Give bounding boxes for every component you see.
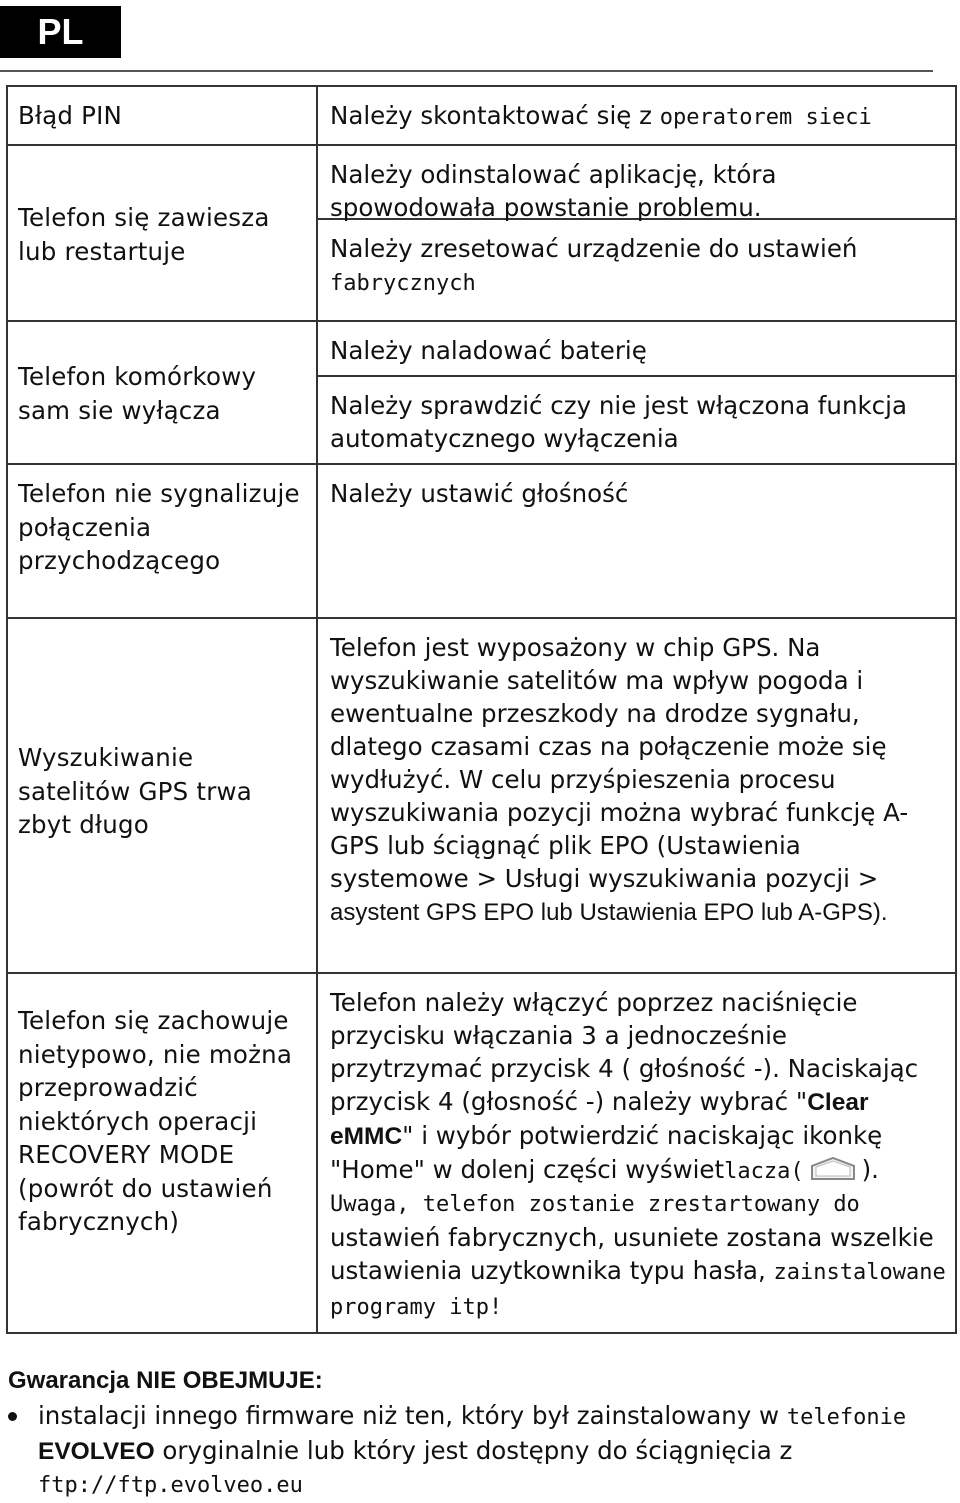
- table-row: [8, 144, 955, 320]
- solution-cell: [318, 87, 955, 144]
- ftp-link[interactable]: ftp://ftp.evolveo.eu: [38, 1473, 303, 1498]
- table-row: [8, 320, 955, 463]
- solution-cell: [318, 146, 955, 320]
- header-divider: [0, 70, 933, 72]
- table-row: [8, 972, 955, 1332]
- problem-cell: Wyszukiwanie satelitów GPS trwa zbyt długo: [8, 619, 318, 972]
- list-item-text: instalacji innego firmware niż ten, który był zainstalowany w: [38, 1401, 787, 1430]
- problem-cell: Telefon się zachowuje nietypowo, nie można przeprowadzić niektórych operacji RECOVERY MODE (powrót do ustawień fabrycznych): [8, 974, 318, 1332]
- table-row: [8, 463, 955, 617]
- problem-cell: Telefon nie sygnalizuje połączenia przychodzącego: [8, 465, 318, 617]
- solution-cell: [318, 619, 955, 972]
- solution-text: Należy sprawdzić czy nie jest włączona funkcja automatycznego wyłączenia: [330, 391, 907, 453]
- solution-text: Telefon należy włączyć poprzez naciśnięcie przycisku włączania 3 a jednocześnie przytrzymać przycisk 4 ( głośność -). Naciskając przycisk 4 (głosność -) należy wybrać ": [330, 988, 919, 1116]
- solution-text: " i wybór potwierdzić naciskając ikonkę "Home" w dolenj części wyświet: [330, 1121, 883, 1184]
- solution-text: asystent GPS EPO lub Ustawienia EPO lub A-GPS).: [330, 899, 888, 926]
- brand-name: EVOLVEO: [38, 1437, 155, 1465]
- solution-text: Należy naladować baterię: [318, 322, 955, 377]
- problem-cell: Telefon się zawiesza lub restartuje: [8, 146, 318, 320]
- solution-cell: [318, 322, 955, 463]
- solution-text: ).: [861, 1155, 879, 1184]
- home-button-icon: [808, 1155, 858, 1181]
- solution-text: Należy zresetować urządzenie do ustawień: [330, 234, 858, 263]
- solution-cell: Należy ustawić głośność: [330, 479, 629, 508]
- clear-emmc-label: Clear eMMC: [330, 1089, 869, 1150]
- list-item: [8, 1400, 908, 1503]
- solution-text: operatorem sieci: [659, 105, 872, 130]
- problem-cell: Błąd PIN: [8, 87, 318, 144]
- list-item-text: oryginalnie lub który jest dostępny do ściągnięcia z: [154, 1435, 793, 1465]
- table-row: [8, 617, 955, 972]
- list-item-text: telefonie: [786, 1405, 907, 1430]
- table-row: [8, 87, 955, 144]
- language-badge: PL: [0, 6, 121, 58]
- solution-text: lacza(: [724, 1159, 804, 1184]
- warranty-title: Gwarancja NIE OBEJMUJE:: [8, 1367, 323, 1394]
- bullet-icon: [8, 1412, 17, 1421]
- warranty-list: [8, 1400, 908, 1503]
- solution-text: Uwaga, telefon zostanie zrestartowany do: [330, 1192, 860, 1217]
- solution-text: Należy odinstalować aplikację, która spowodowała powstanie problemu.: [318, 146, 955, 220]
- solution-text: Należy skontaktować się z: [330, 101, 660, 130]
- solution-text: Telefon jest wyposażony w chip GPS. Na wyszukiwanie satelitów ma wpływ pogoda i ewentualne przeszkody na drodze sygnału, dlatego czasami czas na połączenie może się wydłużyć. W celu przyśpieszenia procesu wyszukiwania pozycji można wybrać funkcję A-GPS lub ściągnąć plik EPO (Ustawienia systemowe > Usługi wyszukiwania pozycji >: [330, 633, 909, 893]
- solution-text: [318, 220, 955, 300]
- solution-text: fabrycznych: [330, 271, 476, 296]
- solution-text: ustawień fabrycznych, usuniete zostana wszelkie ustawienia uzytkownika typu hasła,: [330, 1223, 934, 1285]
- solution-cell: [318, 974, 955, 1332]
- problem-cell: Telefon komórkowy sam sie wyłącza: [8, 322, 318, 463]
- solution-text: zainstalowane programy itp!: [330, 1260, 946, 1320]
- troubleshooting-table: [6, 85, 957, 1334]
